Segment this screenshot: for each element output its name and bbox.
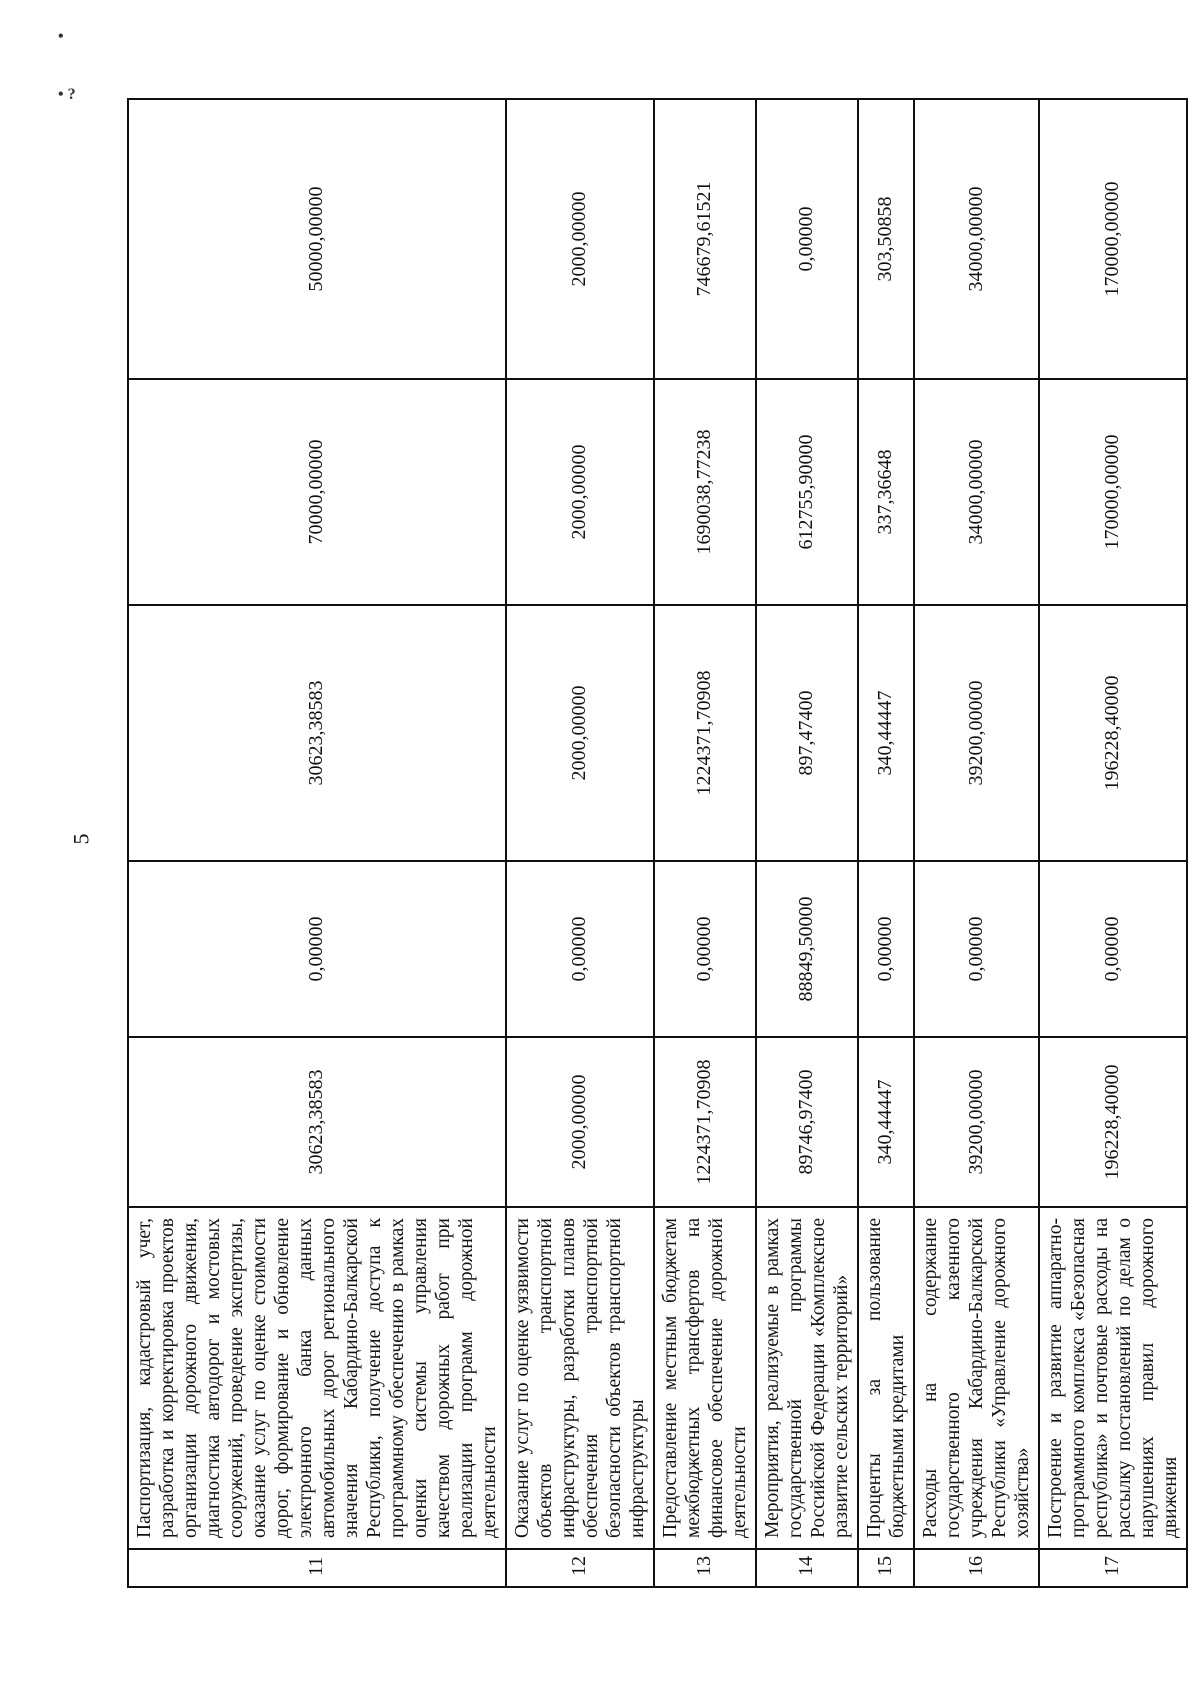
value-cell: 0,00000	[506, 861, 654, 1037]
value-cell: 340,44447	[858, 1037, 914, 1207]
value-cell: 170000,00000	[1039, 99, 1187, 379]
table-row	[506, 99, 654, 1587]
row-number: 14	[756, 1549, 858, 1587]
rotated-table-container	[127, 100, 1181, 1588]
value-cell: 30623,38583	[128, 1037, 506, 1207]
value-cell: 39200,00000	[914, 605, 1039, 861]
value-cell: 34000,00000	[914, 99, 1039, 379]
value-cell: 340,44447	[858, 605, 914, 861]
value-cell: 0,00000	[914, 861, 1039, 1037]
value-cell: 612755,90000	[756, 379, 858, 605]
value-cell: 2000,00000	[506, 1037, 654, 1207]
value-cell: 170000,00000	[1039, 379, 1187, 605]
value-cell: 0,00000	[858, 861, 914, 1037]
table-row	[1039, 99, 1187, 1587]
table-row	[756, 99, 858, 1587]
value-cell: 897,47400	[756, 605, 858, 861]
value-cell: 2000,00000	[506, 99, 654, 379]
value-cell: 0,00000	[1039, 861, 1187, 1037]
value-cell: 0,00000	[654, 861, 756, 1037]
table-row	[858, 99, 914, 1587]
value-cell: 30623,38583	[128, 605, 506, 861]
value-cell: 88849,50000	[756, 861, 858, 1037]
value-cell: 70000,00000	[128, 379, 506, 605]
row-description: Проценты за пользование бюджетными кредитами	[858, 1207, 914, 1549]
value-cell: 746679,61521	[654, 99, 756, 379]
value-cell: 50000,00000	[128, 99, 506, 379]
row-description: Построение и развитие аппаратно-программного комплекса «Безопасная республика» и почтовые расходы на рассылку постановлений по делам о нарушениях правил дорожного движения	[1039, 1207, 1187, 1549]
row-number: 12	[506, 1549, 654, 1587]
value-cell: 1690038,77238	[654, 379, 756, 605]
value-cell: 196228,40000	[1039, 1037, 1187, 1207]
value-cell: 34000,00000	[914, 379, 1039, 605]
row-description: Паспортизация, кадастровый учет, разработка и корректировка проектов организации дорожного движения, диагностика автодорог и мостовых сооружений, проведение экспертизы, оказание услуг по оценке стоимости дорог, формирование и обновление электронного банка данных автомобильных дорог регионального значения Кабардино-Балкарской Республики, получение доступа к программному обеспечению в рамках оценки системы управления качеством дорожных работ при реализации программ дорожной деятельности	[128, 1207, 506, 1549]
corner-mark-top: •	[58, 28, 64, 45]
row-number: 17	[1039, 1549, 1187, 1587]
value-cell: 1224371,70908	[654, 1037, 756, 1207]
row-description: Расходы на содержание государственного казенного учреждения Кабардино-Балкарской Республики «Управление дорожного хозяйства»	[914, 1207, 1039, 1549]
value-cell: 2000,00000	[506, 605, 654, 861]
value-cell: 39200,00000	[914, 1037, 1039, 1207]
row-description: Предоставление местным бюджетам межбюджетных трансфертов на финансовое обеспечение дорожной деятельности	[654, 1207, 756, 1549]
value-cell: 1224371,70908	[654, 605, 756, 861]
budget-table	[127, 98, 1188, 1588]
row-description: Мероприятия, реализуемые в рамках государственной программы Российской Федерации «Комплексное развитие сельских территорий»	[756, 1207, 858, 1549]
value-cell: 0,00000	[756, 99, 858, 379]
value-cell: 0,00000	[128, 861, 506, 1037]
row-number: 13	[654, 1549, 756, 1587]
table-row	[128, 99, 506, 1587]
row-number: 15	[858, 1549, 914, 1587]
value-cell: 2000,00000	[506, 379, 654, 605]
value-cell: 303,50858	[858, 99, 914, 379]
value-cell: 89746,97400	[756, 1037, 858, 1207]
table-row	[654, 99, 756, 1587]
page-number: 5	[68, 833, 94, 845]
value-cell: 337,36648	[858, 379, 914, 605]
table-row	[914, 99, 1039, 1587]
row-description: Оказание услуг по оценке уязвимости объектов транспортной инфраструктуры, разработки планов обеспечения транспортной безопасности объектов транспортной инфраструктуры	[506, 1207, 654, 1549]
row-number: 11	[128, 1549, 506, 1587]
row-number: 16	[914, 1549, 1039, 1587]
corner-mark-bottom: • ?	[58, 86, 76, 103]
value-cell: 196228,40000	[1039, 605, 1187, 861]
